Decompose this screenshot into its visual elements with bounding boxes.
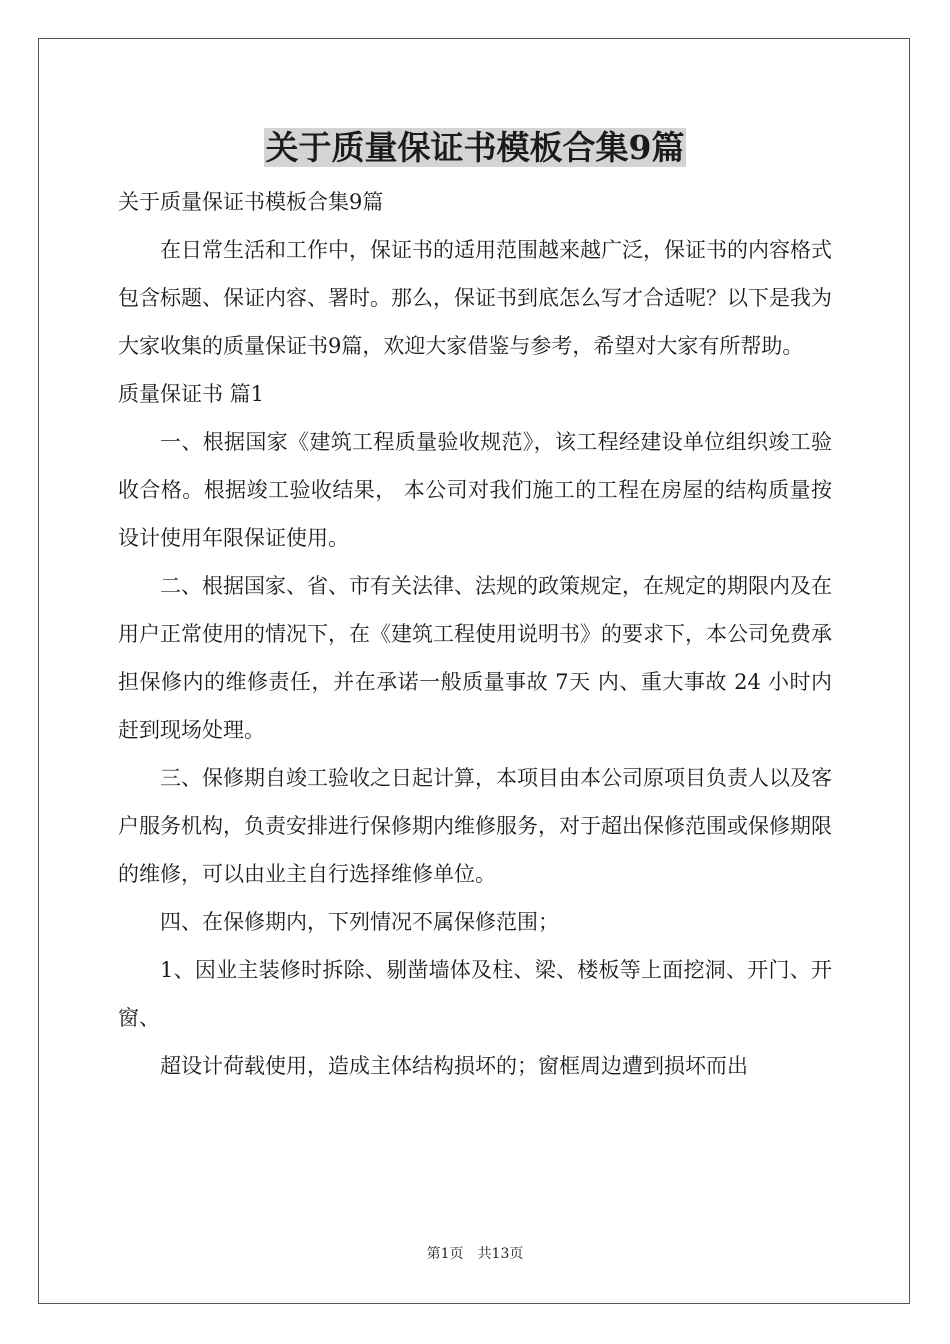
clause-paragraph-3: 三、保修期自竣工验收之日起计算，本项目由本公司原项目负责人以及客户服务机构，负责安排进行保修期内维修服务，对于超出保修范围或保修期限的维修，可以由业主自行选择维修单位。 (118, 766, 832, 886)
intro-paragraph: 在日常生活和工作中，保证书的适用范围越来越广泛，保证书的内容格式包含标题、保证内容、署时。那么，保证书到底怎么写才合适呢？以下是我为大家收集的质量保证书9篇，欢迎大家借鉴与参考，希望对大家有所帮助。 (118, 238, 832, 358)
document-subtitle: 关于质量保证书模板合集9篇 (118, 190, 384, 214)
section-heading: 质量保证书 篇1 (118, 382, 265, 406)
clause-paragraph-2: 二、根据国家、省、市有关法律、法规的政策规定，在规定的期限内及在用户正常使用的情况下，在《建筑工程使用说明书》的要求下，本公司免费承担保修内的维修责任，并在承诺一般质量事故 7天 内、重大事故 24 小时内赶到现场处理。 (118, 574, 832, 742)
clause-paragraph-4: 四、在保修期内，下列情况不属保修范围； (160, 910, 559, 934)
list-item-continuation: 超设计荷载使用，造成主体结构损坏的；窗框周边遭到损坏而出 (160, 1054, 748, 1078)
page-footer: 第1页 共13页 (426, 1246, 524, 1262)
clause-paragraph-1: 一、根据国家《建筑工程质量验收规范》，该工程经建设单位组织竣工验收合格。根据竣工验收结果， 本公司对我们施工的工程在房屋的结构质量按设计使用年限保证使用。 (118, 430, 832, 550)
document-body (118, 178, 832, 1090)
list-item-1: 1、因业主装修时拆除、剔凿墙体及柱、梁、楼板等上面挖洞、开门、开窗、 (118, 958, 832, 1030)
document-title-text: 关于质量保证书模板合集9篇 (265, 128, 685, 167)
document-title (0, 126, 950, 170)
